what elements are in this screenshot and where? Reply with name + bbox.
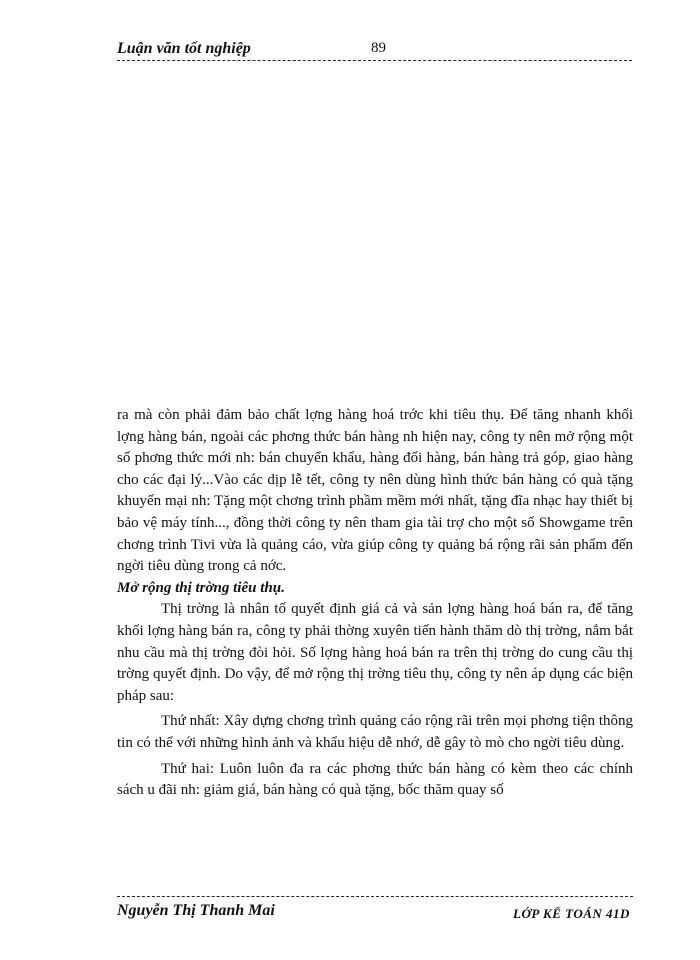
header-title: Luận văn tốt nghiệp	[117, 40, 251, 57]
footer-divider	[117, 896, 633, 897]
paragraph-market: Thị trờng là nhân tố quyết định giá cả và sản lợng hàng hoá bán ra, để tăng khối lợng hàng bán ra, công ty phải thờng xuyên tiến hành thăm dò thị trờng, nắm bắt nhu cầu mà thị trờng đòi hỏi. Số lợng hàng hoá bán ra trên thị trờng do cung cầu thị trờng quyết định. Do vậy, để mở rộng thị trờng tiêu thụ, công ty nên áp dụng các biện pháp sau:	[117, 601, 633, 704]
page-number: 89	[371, 40, 386, 56]
section-heading: Mở rộng thị trờng tiêu thụ.	[117, 579, 285, 596]
footer-class-name: LỚP KẾ TOÁN 41D	[513, 906, 630, 920]
paragraph-continuation: ra mà còn phải đảm bảo chất lợng hàng hoá trớc khi tiêu thụ. Để tăng nhanh khối lợng hàng bán, ngoài các phơng thức bán hàng nh hiện nay, công ty nên mở rộng một số phơng thức mới nh: bán chuyển khẩu, hàng đổi hàng, bán hàng trả góp, giao hàng cho các đại lý...Vào các dịp lễ tết, công ty nên dùng hình thức bán hàng có quà tặng khuyến mại nh: Tặng một chơng trình phầm mềm mới nhất, tặng đĩa nhạc hay thiết bị bảo vệ máy tính..., đồng thời công ty nên tham gia tài trợ cho một số Showgame trên chơng trình Tivi vừa là quảng cáo, vừa giúp công ty quảng bá rộng rãi sản phẩm đến ngời tiêu dùng trong cả nớc.	[117, 407, 633, 575]
body-text	[117, 405, 633, 802]
paragraph-first-measure: Thứ nhất: Xây dựng chơng trình quảng cáo rộng rãi trên mọi phơng tiện thông tin có thể với những hình ảnh và khẩu hiệu dễ nhớ, dễ gây tò mò cho ngời tiêu dùng.	[117, 713, 633, 751]
footer-author: Nguyễn Thị Thanh Mai	[117, 902, 275, 919]
page-header	[117, 40, 632, 61]
paragraph-second-measure: Thứ hai: Luôn luôn đa ra các phơng thức bán hàng có kèm theo các chính sách u đãi nh: giảm giá, bán hàng có quà tặng, bốc thăm quay số	[117, 760, 633, 799]
